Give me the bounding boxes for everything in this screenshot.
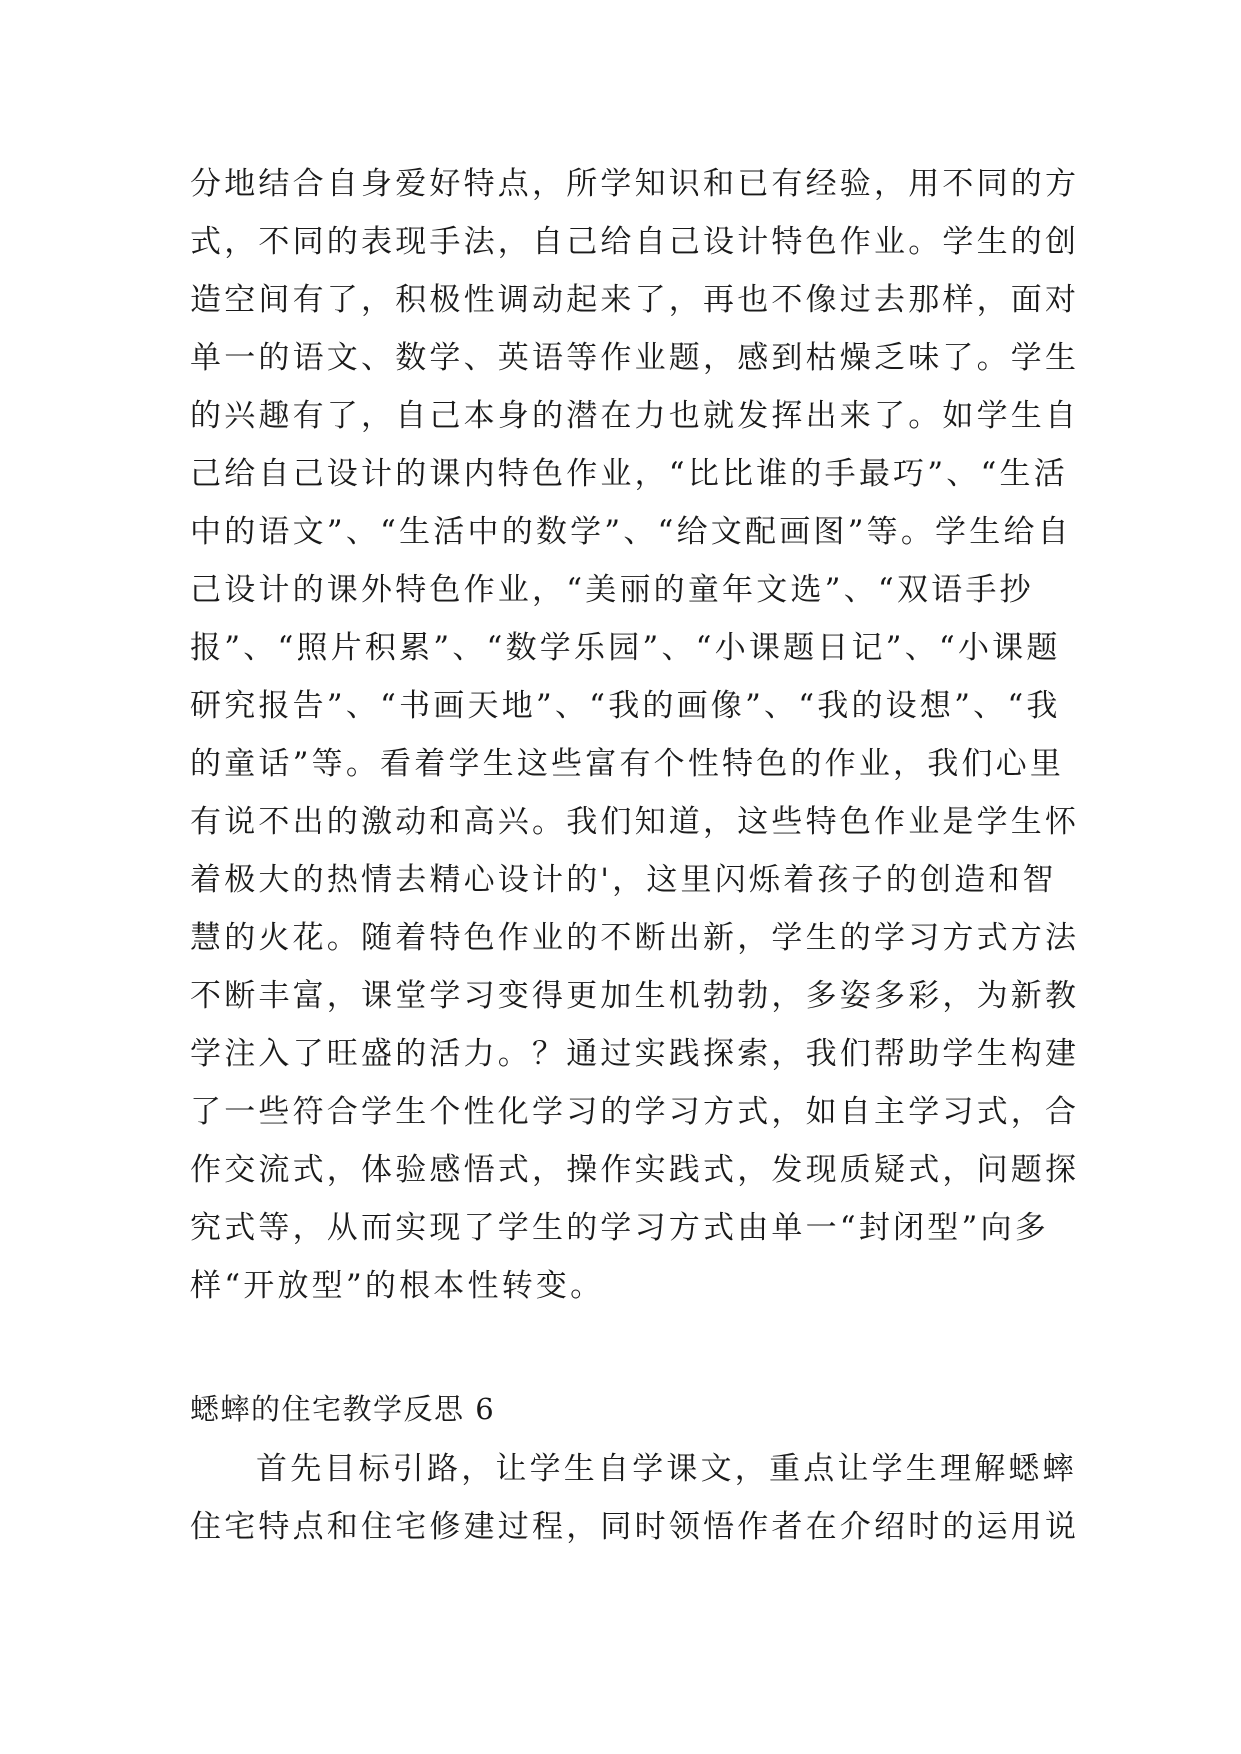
paragraph-line: 究式等，从而实现了学生的学习方式由单一“封闭型”向多	[190, 1210, 1049, 1246]
paragraph-line: 住宅特点和住宅修建过程，同时领悟作者在介绍时的运用说	[190, 1509, 1080, 1545]
paragraph-line: 慧的火花。随着特色作业的不断出新，学生的学习方式方法	[190, 920, 1080, 956]
paragraph-line: 首先目标引路，让学生自学课文，重点让学生理解蟋蟀	[256, 1451, 1077, 1487]
section-heading: 蟋蟀的住宅教学反思 6	[190, 1392, 496, 1426]
paragraph-line: 有说不出的激动和高兴。我们知道，这些特色作业是学生怀	[190, 804, 1080, 840]
paragraph-line: 报”、“照片积累”、“数学乐园”、“小课题日记”、“小课题	[190, 630, 1061, 666]
paragraph-line: 式，不同的表现手法，自己给自己设计特色作业。学生的创	[190, 224, 1080, 260]
paragraph-line: 中的语文”、“生活中的数学”、“给文配画图”等。学生给自	[190, 514, 1072, 550]
paragraph-line: 作交流式，体验感悟式，操作实践式，发现质疑式，问题探	[190, 1152, 1080, 1188]
paragraph-line: 学注入了旺盛的活力。？通过实践探索，我们帮助学生构建	[190, 1036, 1080, 1072]
paragraph-line: 了一些符合学生个性化学习的学习方式，如自主学习式，合	[190, 1094, 1080, 1130]
body-paragraph-1	[190, 155, 1080, 1315]
paragraph-line: 己设计的课外特色作业，“美丽的童年文选”、“双语手抄	[190, 572, 1034, 608]
paragraph-line: 的童话”等。看着学生这些富有个性特色的作业，我们心里	[190, 746, 1065, 782]
body-paragraph-2	[190, 1440, 1080, 1556]
paragraph-line: 己给自己设计的课内特色作业，“比比谁的手最巧”、“生活	[190, 456, 1068, 492]
paragraph-line: 着极大的热情去精心设计的'，这里闪烁着孩子的创造和智	[190, 862, 1057, 898]
paragraph-line: 分地结合自身爱好特点，所学知识和已有经验，用不同的方	[190, 166, 1080, 202]
paragraph-line: 研究报告”、“书画天地”、“我的画像”、“我的设想”、“我	[190, 688, 1061, 724]
paragraph-line: 的兴趣有了，自己本身的潜在力也就发挥出来了。如学生自	[190, 398, 1080, 434]
paragraph-line: 造空间有了，积极性调动起来了，再也不像过去那样，面对	[190, 282, 1080, 318]
paragraph-line: 不断丰富，课堂学习变得更加生机勃勃，多姿多彩，为新教	[190, 978, 1080, 1014]
paragraph-line: 单一的语文、数学、英语等作业题，感到枯燥乏味了。学生	[190, 340, 1080, 376]
paragraph-line: 样“开放型”的根本性转变。	[190, 1268, 605, 1304]
